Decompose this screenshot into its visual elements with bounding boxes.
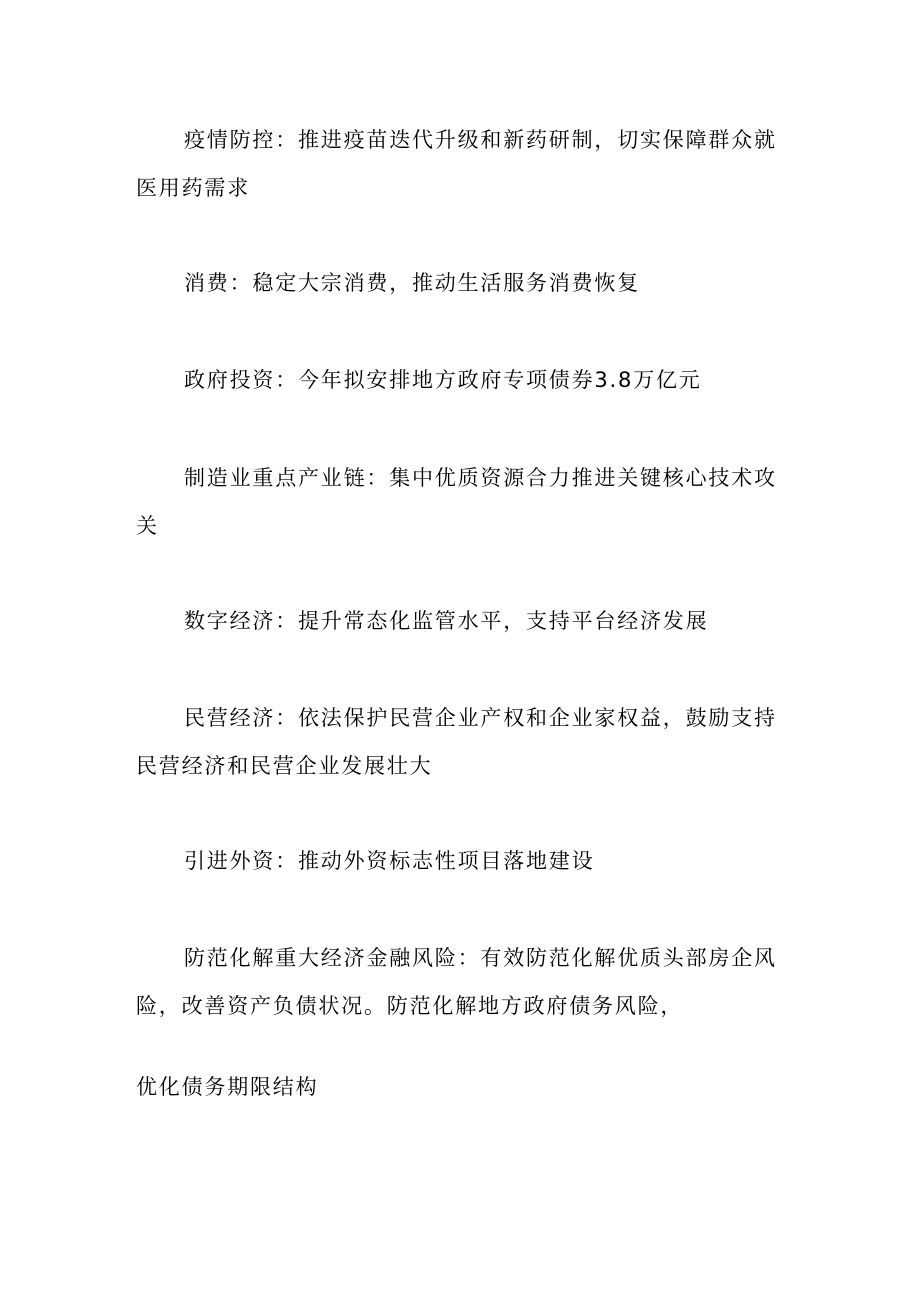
paragraph-government-investment: 政府投资：今年拟安排地方政府专项债券3.8万亿元 <box>184 368 702 392</box>
paragraph-foreign-investment: 引进外资：推动外资标志性项目落地建设 <box>184 849 595 873</box>
paragraph-digital-economy: 数字经济：提升常态化监管水平，支持平台经济发展 <box>184 609 709 633</box>
paragraph-financial-risk: 防范化解重大经济金融风险：有效防范化解优质头部房企风险，改善资产负债状况。防范化解地方政府债务风险， <box>136 946 777 1018</box>
paragraph-consumption: 消费：稳定大宗消费，推动生活服务消费恢复 <box>184 271 640 295</box>
paragraph-debt-structure: 优化债务期限结构 <box>136 1075 319 1099</box>
paragraph-private-economy: 民营经济：依法保护民营企业产权和企业家权益，鼓励支持民营经济和民营企业发展壮大 <box>136 706 777 778</box>
paragraph-epidemic-control: 疫情防控：推进疫苗迭代升级和新药研制，切实保障群众就医用药需求 <box>136 128 777 200</box>
paragraph-manufacturing-chain: 制造业重点产业链：集中优质资源合力推进关键核心技术攻关 <box>136 466 777 538</box>
